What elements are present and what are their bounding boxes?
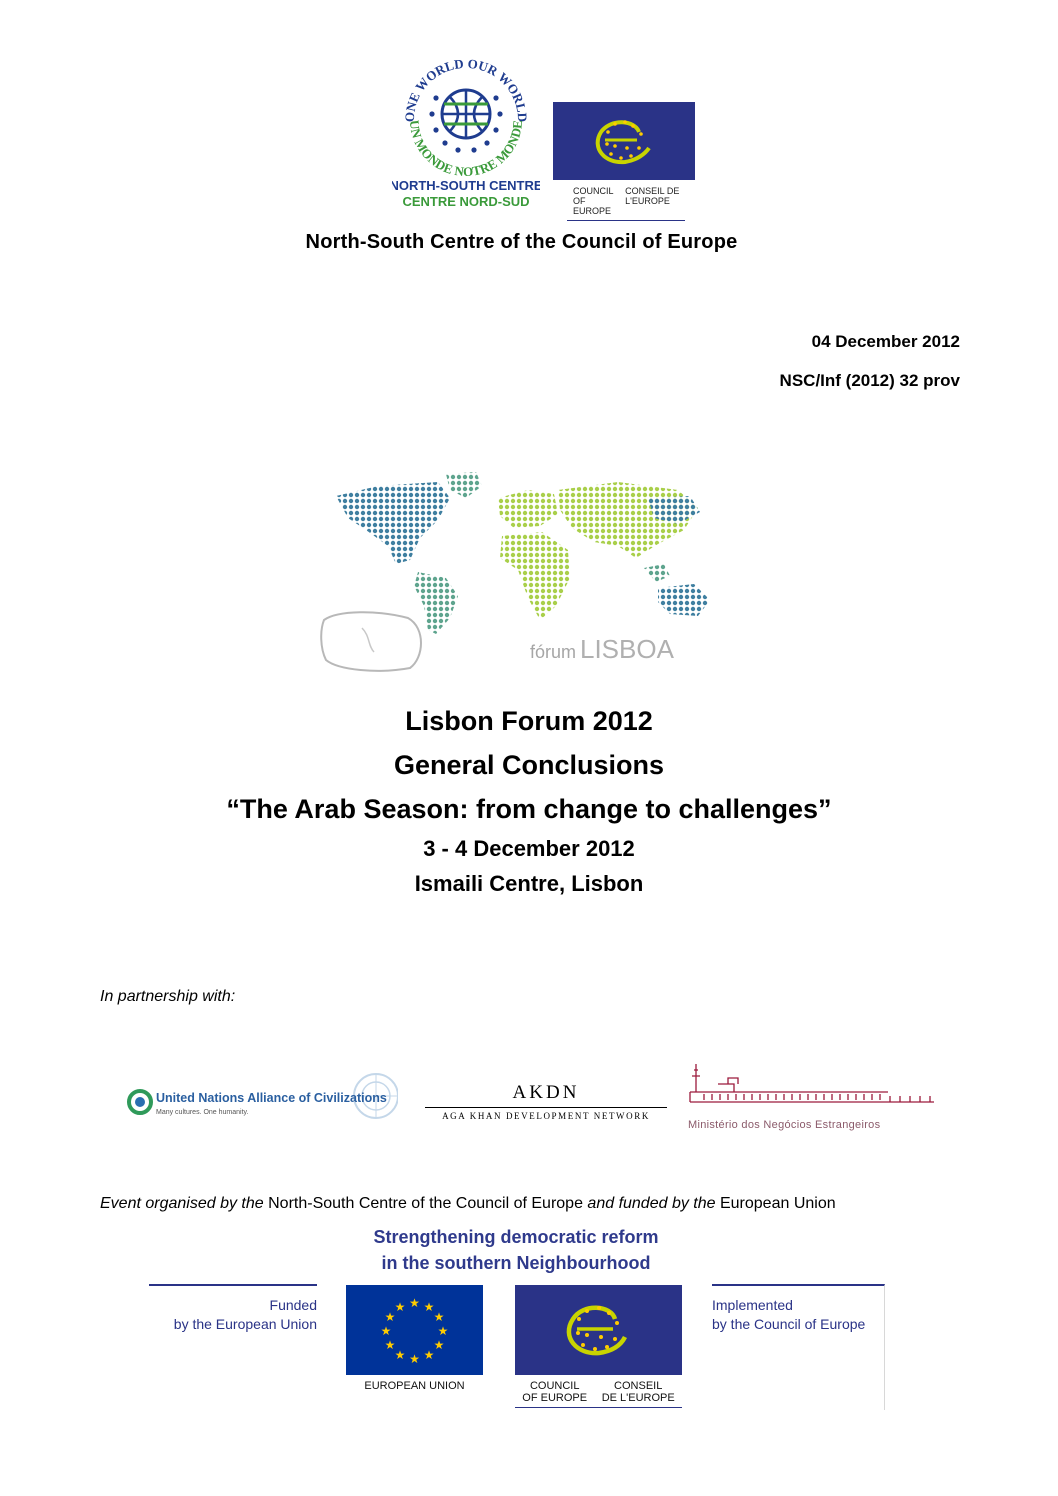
coe-de-europe: DE L'EUROPE — [601, 1392, 675, 1404]
nsc-ring-top-text: ONE WORLD OUR WORLD — [401, 55, 531, 123]
coe-council: COUNCIL — [529, 1380, 580, 1392]
svg-text:★: ★ — [409, 1352, 420, 1366]
svg-text:★: ★ — [384, 1310, 396, 1324]
title-theme: “The Arab Season: from change to challenges” — [226, 794, 832, 824]
svg-text:★: ★ — [384, 1338, 396, 1352]
programme-title-line1: Strengthening democratic reform — [373, 1227, 659, 1247]
svg-text:★: ★ — [437, 1324, 449, 1338]
svg-text:★: ★ — [423, 1348, 435, 1362]
coe-caption-en: COUNCIL OF EUROPE — [573, 186, 614, 216]
svg-text:★: ★ — [409, 1296, 420, 1310]
funded-org: European Union — [719, 1195, 836, 1212]
coe-emblem — [553, 102, 695, 180]
partnership-intro: In partnership with: — [100, 988, 236, 1005]
ministerio-negocios-estrangeiros-logo — [688, 1062, 938, 1132]
mne-name: Ministério dos Negócios Estrangeiros — [688, 1119, 881, 1131]
implemented-line2: by the Council of Europe — [712, 1316, 866, 1332]
nsc-ring-bottom-text: UN MONDE NOTRE MONDE — [406, 119, 526, 180]
coe-emblem-bottom — [515, 1285, 682, 1375]
document-reference: NSC/Inf (2012) 32 prov — [779, 371, 960, 390]
svg-text:★: ★ — [380, 1324, 392, 1338]
organised-pre: Event organised by the — [100, 1195, 264, 1212]
page-header-title: North-South Centre of the Council of Europe — [305, 231, 738, 253]
svg-text:★: ★ — [394, 1348, 406, 1362]
implemented-line1: Implemented — [712, 1297, 793, 1313]
funded-by-eu-block — [149, 1284, 317, 1346]
unaoc-logo — [126, 1070, 398, 1126]
coe-conseil: CONSEIL — [614, 1380, 663, 1392]
svg-text:★: ★ — [433, 1338, 445, 1352]
funded-mid: and funded by the — [587, 1195, 716, 1212]
title-venue: Ismaili Centre, Lisbon — [414, 871, 644, 896]
document-date: 04 December 2012 — [811, 332, 960, 351]
akdn-logo — [425, 1082, 667, 1132]
eu-caption: EUROPEAN UNION — [364, 1380, 465, 1392]
title-forum-name: Lisbon Forum 2012 — [405, 706, 653, 736]
coe-bottom-caption — [515, 1380, 682, 1404]
palace-facade-icon — [690, 1064, 934, 1102]
implemented-by-coe-block — [712, 1284, 885, 1410]
akdn-short: AKDN — [512, 1082, 580, 1103]
coe-caption-fr: CONSEIL DE L'EUROPE — [625, 186, 680, 206]
coe-caption — [553, 180, 695, 216]
title-general-conclusions: General Conclusions — [393, 750, 665, 780]
funded-line1: Funded — [269, 1297, 317, 1313]
council-of-europe-logo — [553, 102, 695, 216]
svg-text:★: ★ — [433, 1310, 445, 1324]
globe-icon — [442, 90, 490, 138]
nsc-name-en: NORTH-SOUTH CENTRE — [392, 178, 540, 193]
funded-line2: by the European Union — [173, 1316, 317, 1332]
forum-lisboa-map-logo — [318, 468, 720, 678]
organised-org: North-South Centre of the Council of Europe — [268, 1195, 583, 1212]
title-dates: 3 - 4 December 2012 — [423, 836, 635, 861]
coe-bottom-divider — [515, 1407, 682, 1408]
nsc-name-fr: CENTRE NORD-SUD — [402, 194, 530, 209]
organised-by-line — [100, 1195, 836, 1213]
forum-lisboa-main: LISBOA — [580, 634, 674, 664]
svg-text:★: ★ — [423, 1300, 435, 1314]
unaoc-tagline: Many cultures. One humanity. — [156, 1109, 249, 1116]
forum-lisboa-prefix: fórum — [530, 642, 577, 662]
unaoc-name: United Nations Alliance of Civilizations — [156, 1091, 387, 1105]
svg-text:★: ★ — [394, 1300, 406, 1314]
akdn-full: AGA KHAN DEVELOPMENT NETWORK — [442, 1111, 650, 1121]
eu-flag-icon — [346, 1285, 483, 1375]
unaoc-swirl-icon — [129, 1091, 151, 1113]
north-south-centre-logo — [392, 42, 540, 214]
programme-title-line2: in the southern Neighbourhood — [381, 1253, 651, 1273]
coe-of-europe: OF EUROPE — [522, 1392, 588, 1404]
